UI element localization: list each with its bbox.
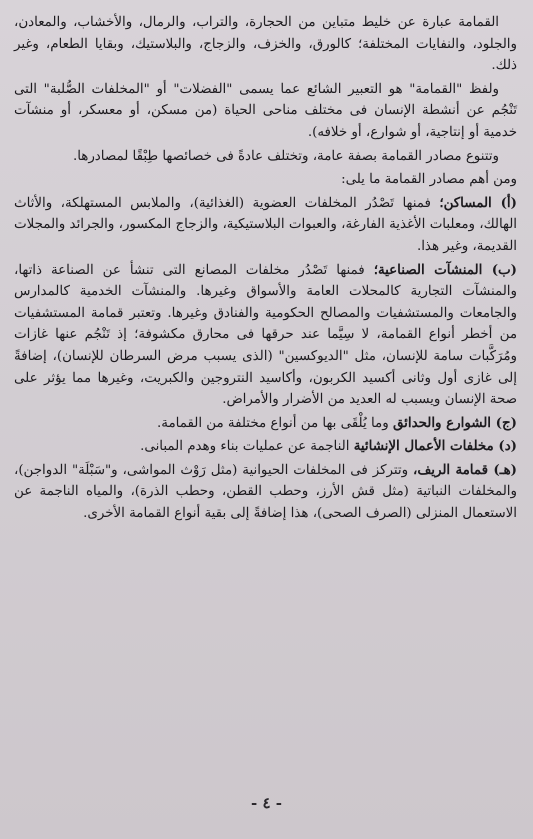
list-item <box>14 413 517 435</box>
paragraph <box>14 79 517 144</box>
list-item <box>14 193 517 258</box>
list-item-heading: (ج) الشوارع والحدائق <box>392 414 517 431</box>
list-item <box>14 436 517 458</box>
list-item-text: وما يُلْقَى بها من أنواع مختلفة من القمامة. <box>157 415 389 431</box>
list-item-heading: (أ) المساكن؛ <box>439 194 517 211</box>
list-item <box>14 260 517 411</box>
list-item <box>14 460 517 525</box>
list-item-text: فمنها تَصْدُر مخلفات المصانع التى تنشأ عن الصناعة ذاتها، والمنشآت التجارية كالمحلات العامة والأسواق وغيرها. والمنشآت الخدمية كالمدارس والجامعات والمستشفيات والمصالح الحكومية والفنادق وغيرها. وتعتبر قمامة المستشفيات من أخطر أنواع القمامة، لا سِيَّما عند حرقها فى محارق مكشوفة؛ إذ تَنْجُم عنها غازات ومُرَكَّبات سامة للإنسان، مثل "الديوكسين" (الذى يسبب مرض السرطان للإنسان)، إضافةً إلى غازى أول وثانى أكسيد الكربون، وأكاسيد النتروجين والكبريت، وغيرها مما يؤثر على صحة الإنسان ويسبب له العديد من الأضرار والأمراض. <box>14 262 517 408</box>
paragraph <box>14 169 517 191</box>
page-number: - ٤ - <box>251 794 282 812</box>
paragraph <box>14 146 517 168</box>
list-item-heading: (هـ) قمامة الريف، <box>413 461 517 478</box>
list-item-text: الناجمة عن عمليات بناء وهدم المبانى. <box>140 439 350 455</box>
list-item-heading: (ب) المنشآت الصناعية؛ <box>373 261 517 278</box>
paragraph-text: وتتنوع مصادر القمامة بصفة عامة، وتختلف عادةً فى خصائصها طِبْقًا لمصادرها. <box>72 148 499 164</box>
paragraph <box>14 12 517 77</box>
paragraph-text: القمامة عبارة عن خليط متباين من الحجارة، والتراب، والرمال، والأخشاب، والمعادن، والجلود، والنفايات المختلفة؛ كالورق، والخزف، والزجاج، والبلاستيك، وبقايا الطعام، وغير ذلك. <box>14 15 517 74</box>
body-text <box>14 12 517 525</box>
list-item-text: وتتركز فى المخلفات الحيوانية (مثل رَوْث المواشى، و"سَبْلَة" الدواجن)، والمخلفات النباتية (مثل قش الأرز، وحطب القطن، وحطب الذرة)، والمياه الناجمة عن الاستعمال المنزلى (الصرف الصحى)، هذا إضافةً إلى بقية أنواع القمامة الأخرى. <box>14 462 517 522</box>
paragraph-text: ومن أهم مصادر القمامة ما يلى: <box>341 172 517 188</box>
list-item-text: فمنها تَصْدُر المخلفات العضوية (الغذائية)، والملابس المستهلكة، والأثاث الهالك، ومعلبات الأغذية الفارغة، والعبوات البلاستيكية، والزجاج المكسور، والجرائد والمجلات القديمة، وغير هذا. <box>14 195 517 254</box>
paragraph-text: ولفظ "القمامة" هو التعبير الشائع عما يسمى "الفضلات" أو "المخلفات الصُّلبة" التى تَنْجُم عن أنشطة الإنسان فى مختلف مناحى الحياة (من مسكن، أو معسكر، أو منشآت خدمية أو إنتاجية، أو شوارع، أو خلافه). <box>14 81 517 140</box>
list-item-heading: (د) مخلفات الأعمال الإنشائية <box>353 438 517 455</box>
